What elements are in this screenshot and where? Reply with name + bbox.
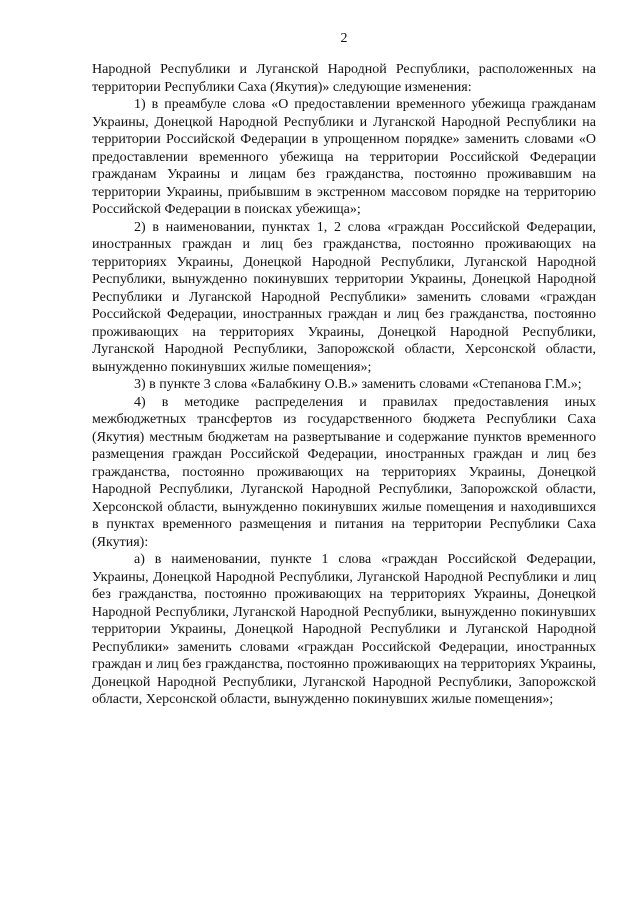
paragraph-item-3: 3) в пункте 3 слова «Балабкину О.В.» заменить словами «Степанова Г.М.»; — [134, 377, 582, 392]
paragraph-continuation: Народной Республики и Луганской Народной Республики, расположенных на территории Республики Саха (Якутия)» следующие изменения: — [92, 62, 596, 95]
page-number: 2 — [340, 31, 348, 46]
paragraph-item-4: 4) в методике распределения и правилах предоставления иных межбюджетных трансфертов из государственного бюджета Республики Саха (Якутия) местным бюджетам на развертывание и содержание пунктов временного размещения граждан Российской Федерации, иностранных граждан и лиц без гражданства, постоянно проживающих на территориях Украины, Донецкой Народной Республики, Луганской Народной Республики, Запорожской области, Херсонской области, вынужденно покинувших жилые помещения и находившихся в пунктах временного размещения и питания на территории Республики Саха (Якутия): — [92, 394, 596, 550]
document-body — [92, 61, 596, 709]
paragraph-subitem-a: а) в наименовании, пункте 1 слова «граждан Российской Федерации, Украины, Донецкой Народной Республики, Луганской Народной Республики и лиц без гражданства, постоянно проживающих на территориях Украины, Донецкой Народной Республики, Луганской Народной Республики, вынужденно покинувших территории Украины, Донецкой Народной Республики и Луганской Народной Республики» заменить словами «граждан Российской Федерации, иностранных граждан и лиц без гражданства, постоянно проживающих на территориях Украины, Донецкой Народной Республики, Луганской Народной Республики, Запорожской области, Херсонской области, вынужденно покинувших жилые помещения»; — [92, 552, 596, 707]
paragraph-item-2: 2) в наименовании, пунктах 1, 2 слова «граждан Российской Федерации, иностранных граждан и лиц без гражданства, постоянно проживающих на территориях Украины, Донецкой Народной Республики, Луганской Народной Республики, вынужденно покинувших территории Украины, Донецкой Народной Республики и Луганской Народной Республики» заменить словами «граждан Российской Федерации, иностранных граждан и лиц без гражданства, постоянно проживающих на территориях Украины, Донецкой Народной Республики, Луганской Народной Республики, Запорожской области, Херсонской области, вынужденно покинувших жилые помещения»; — [92, 219, 596, 375]
paragraph-item-1: 1) в преамбуле слова «О предоставлении временного убежища гражданам Украины, Донецкой Народной Республики и Луганской Народной Республики на территории Российской Федерации в упрощенном порядке» заменить словами «О предоставлении временного убежища на территории Российской Федерации гражданам Украины и лицам без гражданства, постоянно проживавшим на территории Украины, прибывшим в экстренном массовом порядке на территорию Российской Федерации в поисках убежища»; — [92, 97, 596, 217]
